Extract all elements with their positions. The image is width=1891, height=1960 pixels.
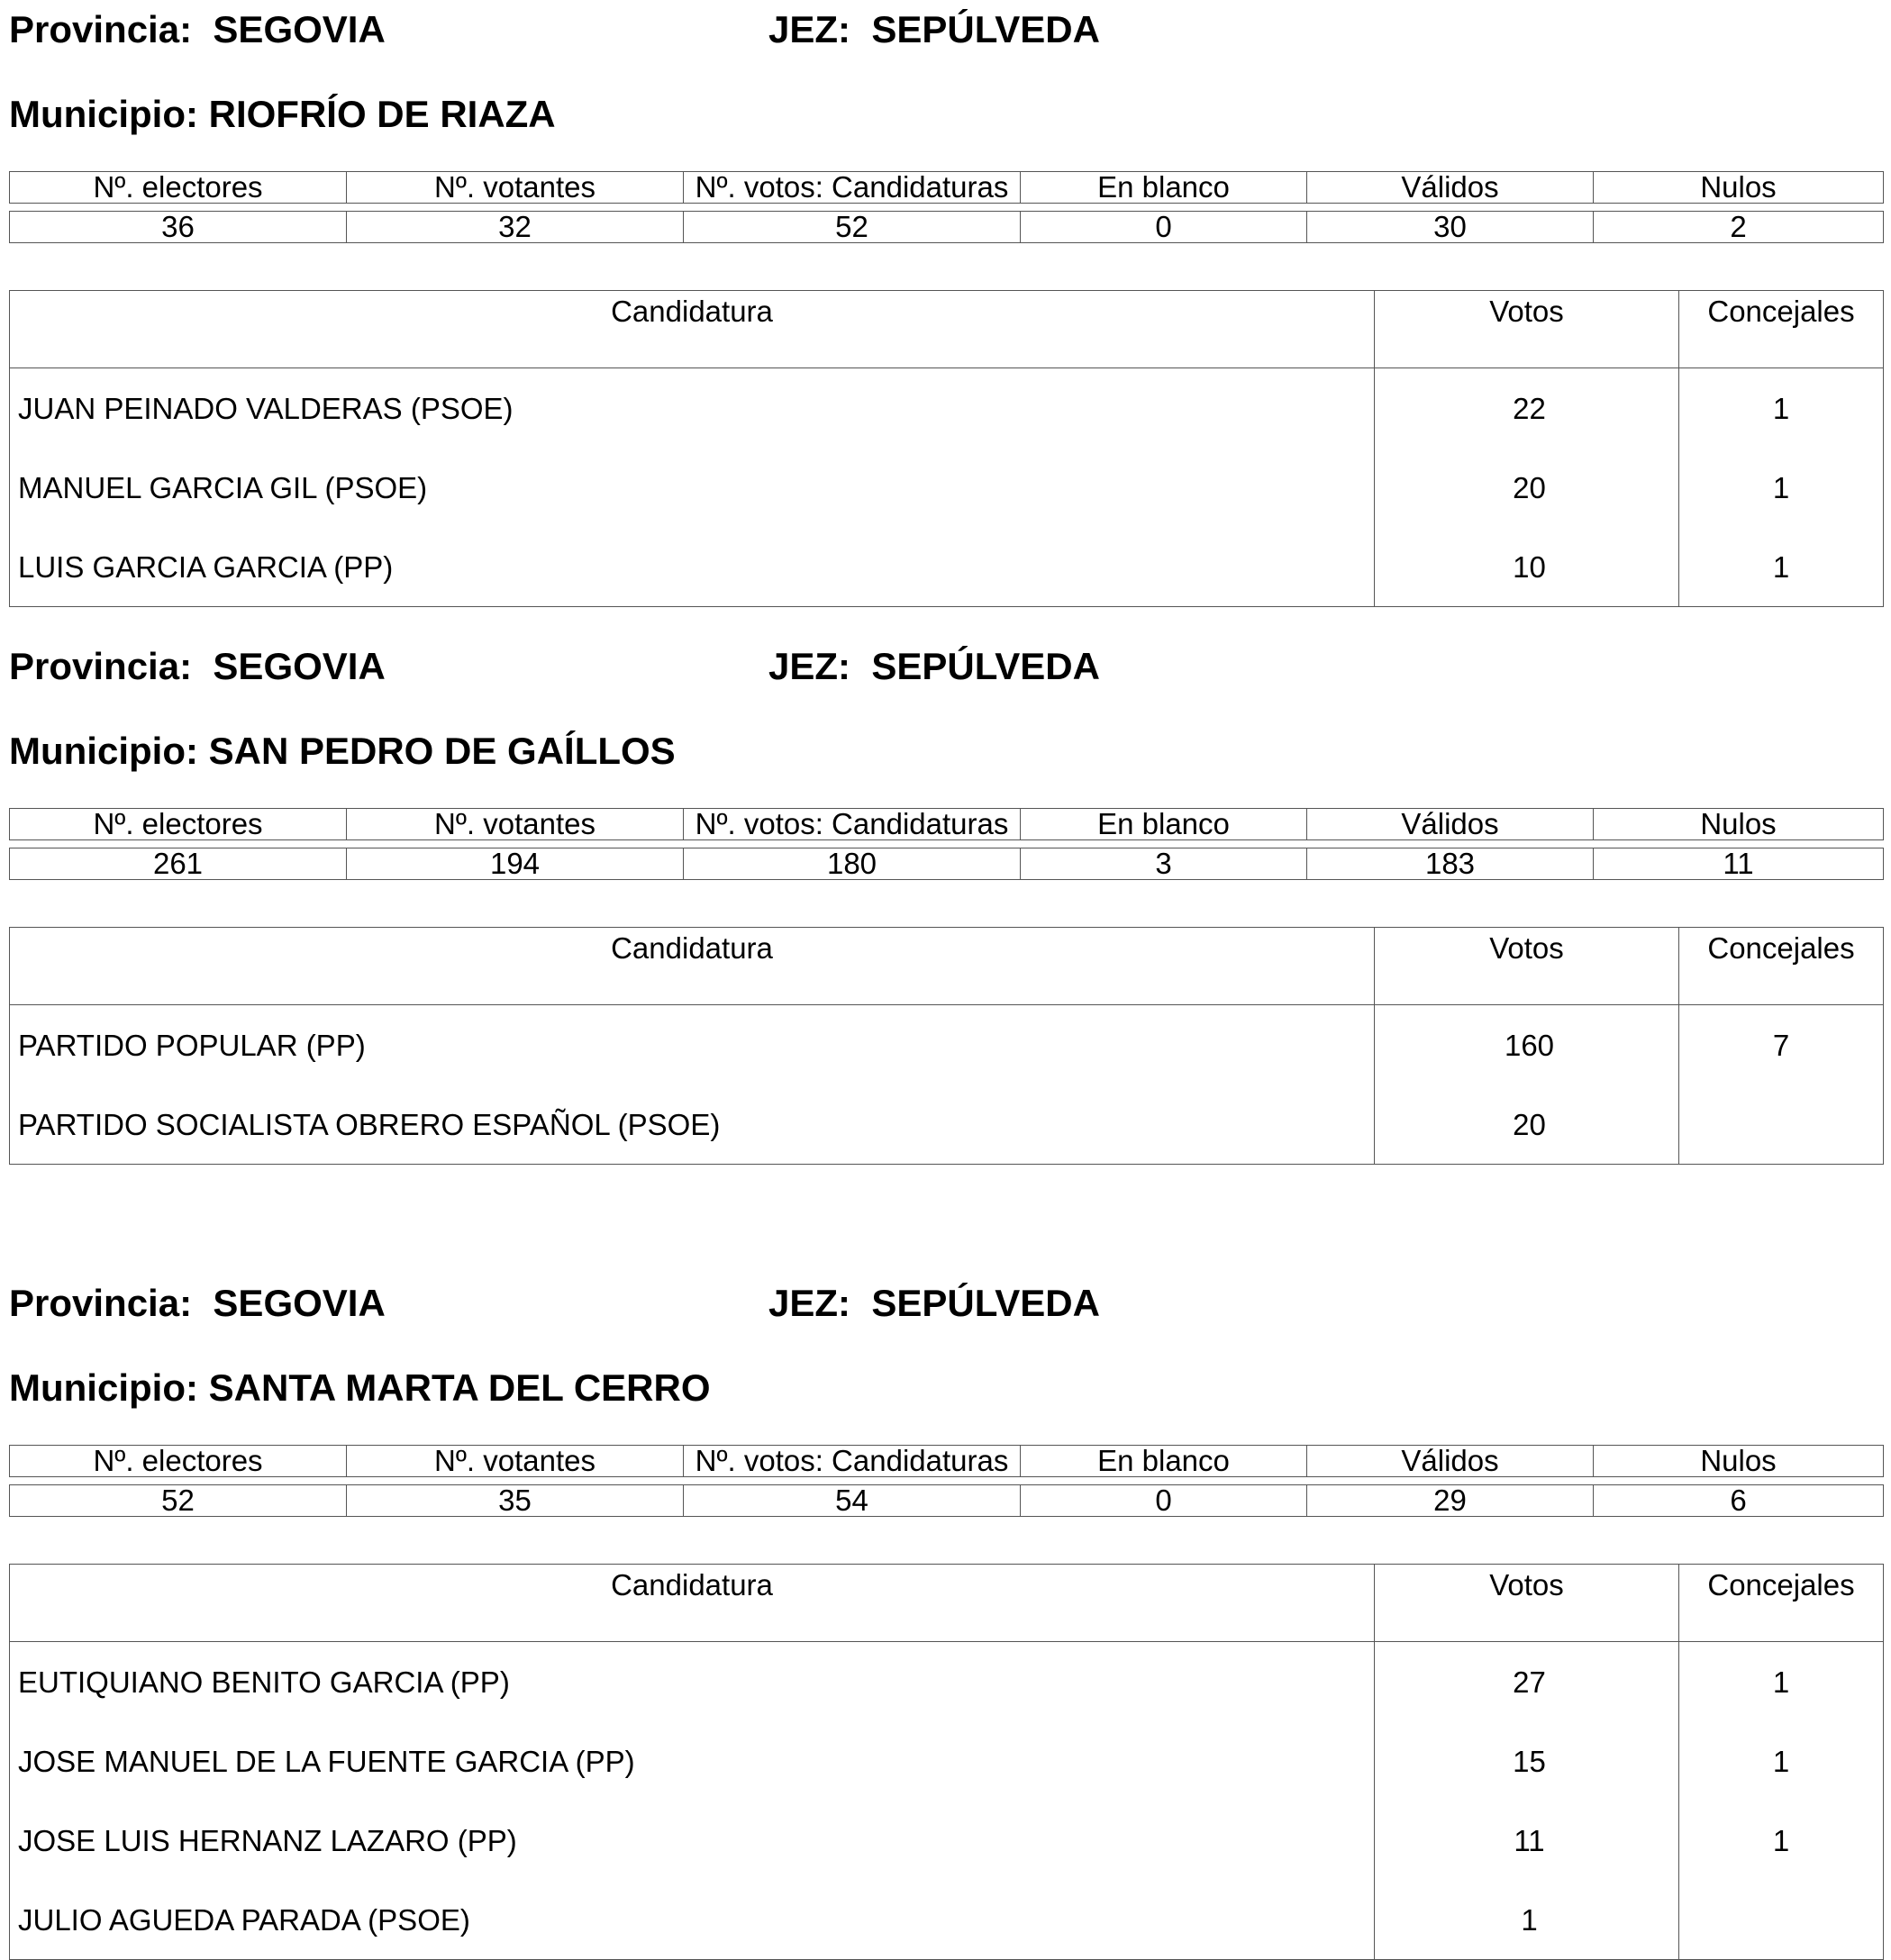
candidatura-votos: 11 — [1375, 1801, 1679, 1880]
jez-header: JEZ: SEPÚLVEDA — [768, 8, 1100, 50]
table-row — [10, 1005, 1884, 1085]
stats-value-en-blanco: 0 — [1021, 212, 1307, 243]
stats-header-row — [10, 1446, 1884, 1477]
candidatura-name: JOSE MANUEL DE LA FUENTE GARCIA (PP) — [10, 1721, 1375, 1801]
header-votos: Votos — [1375, 928, 1679, 1005]
stats-header-nulos: Nulos — [1594, 809, 1884, 840]
stats-header-votos-candidaturas: Nº. votos: Candidaturas — [684, 809, 1021, 840]
candidaturas-table — [9, 927, 1884, 1165]
stats-value-votos-candidaturas: 54 — [684, 1485, 1021, 1517]
stats-header-row — [10, 172, 1884, 204]
stats-value-validos: 29 — [1307, 1485, 1594, 1517]
header-concejales: Concejales — [1679, 291, 1884, 368]
stats-header-en-blanco: En blanco — [1021, 809, 1307, 840]
table-row — [10, 1801, 1884, 1880]
municipio-header: Municipio: SAN PEDRO DE GAÍLLOS — [9, 730, 676, 772]
candidatura-concejales — [1679, 1084, 1884, 1165]
stats-value-electores: 36 — [10, 212, 347, 243]
candidatura-name: JUAN PEINADO VALDERAS (PSOE) — [10, 368, 1375, 449]
stats-header-validos: Válidos — [1307, 809, 1594, 840]
stats-value-row — [10, 848, 1884, 880]
header-candidatura: Candidatura — [10, 291, 1375, 368]
candidatura-name: PARTIDO POPULAR (PP) — [10, 1005, 1375, 1085]
table-row — [10, 1642, 1884, 1722]
candidatura-votos: 20 — [1375, 1084, 1679, 1165]
table-row — [10, 1084, 1884, 1165]
provincia-header: Provincia: SEGOVIA — [9, 8, 386, 50]
candidatura-concejales: 1 — [1772, 470, 1790, 504]
stats-header-votos-candidaturas: Nº. votos: Candidaturas — [684, 1446, 1021, 1477]
candidaturas-table — [9, 1564, 1884, 1960]
stats-table — [9, 1445, 1884, 1517]
candidatura-name: PARTIDO SOCIALISTA OBRERO ESPAÑOL (PSOE) — [10, 1084, 1375, 1165]
stats-value-nulos: 2 — [1594, 212, 1884, 243]
stats-header-en-blanco: En blanco — [1021, 172, 1307, 204]
stats-value-row — [10, 1485, 1884, 1517]
stats-value-votos-candidaturas: 52 — [684, 212, 1021, 243]
candidatura-concejales: 7 — [1772, 1028, 1790, 1062]
stats-table — [9, 171, 1884, 243]
candidatura-name: JULIO AGUEDA PARADA (PSOE) — [10, 1880, 1375, 1960]
candidatura-name: EUTIQUIANO BENITO GARCIA (PP) — [10, 1642, 1375, 1722]
provincia-header: Provincia: SEGOVIA — [9, 1282, 386, 1324]
stats-header-row — [10, 809, 1884, 840]
candidatura-votos: 27 — [1375, 1642, 1679, 1722]
stats-value-votantes: 32 — [347, 212, 684, 243]
candidaturas-header-row — [10, 1565, 1884, 1642]
table-row — [10, 368, 1884, 449]
candidaturas-table — [9, 290, 1884, 607]
candidatura-name: MANUEL GARCIA GIL (PSOE) — [10, 448, 1375, 527]
stats-value-row — [10, 212, 1884, 243]
candidatura-votos: 20 — [1375, 448, 1679, 527]
header-votos: Votos — [1375, 1565, 1679, 1642]
stats-header-electores: Nº. electores — [10, 809, 347, 840]
header-candidatura: Candidatura — [10, 1565, 1375, 1642]
stats-value-votos-candidaturas: 180 — [684, 848, 1021, 880]
header-concejales: Concejales — [1679, 1565, 1884, 1642]
municipio-header: Municipio: SANTA MARTA DEL CERRO — [9, 1366, 711, 1409]
table-row — [10, 527, 1884, 607]
header-concejales: Concejales — [1679, 928, 1884, 1005]
stats-header-nulos: Nulos — [1594, 172, 1884, 204]
candidatura-votos: 1 — [1375, 1880, 1679, 1960]
stats-value-validos: 183 — [1307, 848, 1594, 880]
candidatura-name: LUIS GARCIA GARCIA (PP) — [10, 527, 1375, 607]
stats-value-en-blanco: 0 — [1021, 1485, 1307, 1517]
candidatura-votos: 10 — [1375, 527, 1679, 607]
candidatura-votos: 15 — [1375, 1721, 1679, 1801]
candidatura-concejales: 1 — [1772, 391, 1790, 425]
stats-value-nulos: 11 — [1594, 848, 1884, 880]
header-candidatura: Candidatura — [10, 928, 1375, 1005]
stats-table — [9, 808, 1884, 880]
candidatura-votos: 160 — [1375, 1005, 1679, 1085]
stats-value-votantes: 35 — [347, 1485, 684, 1517]
stats-header-validos: Válidos — [1307, 1446, 1594, 1477]
candidatura-concejales: 1 — [1772, 1744, 1790, 1778]
candidatura-concejales: 1 — [1772, 1665, 1790, 1699]
stats-header-votantes: Nº. votantes — [347, 809, 684, 840]
stats-header-nulos: Nulos — [1594, 1446, 1884, 1477]
table-row — [10, 1721, 1884, 1801]
provincia-header: Provincia: SEGOVIA — [9, 645, 386, 687]
municipio-header: Municipio: RIOFRÍO DE RIAZA — [9, 93, 556, 135]
stats-value-electores: 52 — [10, 1485, 347, 1517]
jez-header: JEZ: SEPÚLVEDA — [768, 1282, 1100, 1324]
table-row — [10, 1880, 1884, 1960]
stats-header-votantes: Nº. votantes — [347, 172, 684, 204]
candidatura-votos: 22 — [1375, 368, 1679, 449]
stats-value-votantes: 194 — [347, 848, 684, 880]
jez-header: JEZ: SEPÚLVEDA — [768, 645, 1100, 687]
stats-header-votos-candidaturas: Nº. votos: Candidaturas — [684, 172, 1021, 204]
stats-value-validos: 30 — [1307, 212, 1594, 243]
table-row — [10, 448, 1884, 527]
stats-header-electores: Nº. electores — [10, 172, 347, 204]
candidaturas-header-row — [10, 928, 1884, 1005]
candidatura-concejales — [1679, 1880, 1884, 1960]
stats-value-electores: 261 — [10, 848, 347, 880]
stats-value-nulos: 6 — [1594, 1485, 1884, 1517]
candidatura-concejales: 1 — [1772, 549, 1790, 584]
stats-header-electores: Nº. electores — [10, 1446, 347, 1477]
stats-header-validos: Válidos — [1307, 172, 1594, 204]
stats-value-en-blanco: 3 — [1021, 848, 1307, 880]
candidatura-concejales: 1 — [1772, 1823, 1790, 1857]
header-votos: Votos — [1375, 291, 1679, 368]
stats-header-votantes: Nº. votantes — [347, 1446, 684, 1477]
candidatura-name: JOSE LUIS HERNANZ LAZARO (PP) — [10, 1801, 1375, 1880]
candidaturas-header-row — [10, 291, 1884, 368]
stats-header-en-blanco: En blanco — [1021, 1446, 1307, 1477]
